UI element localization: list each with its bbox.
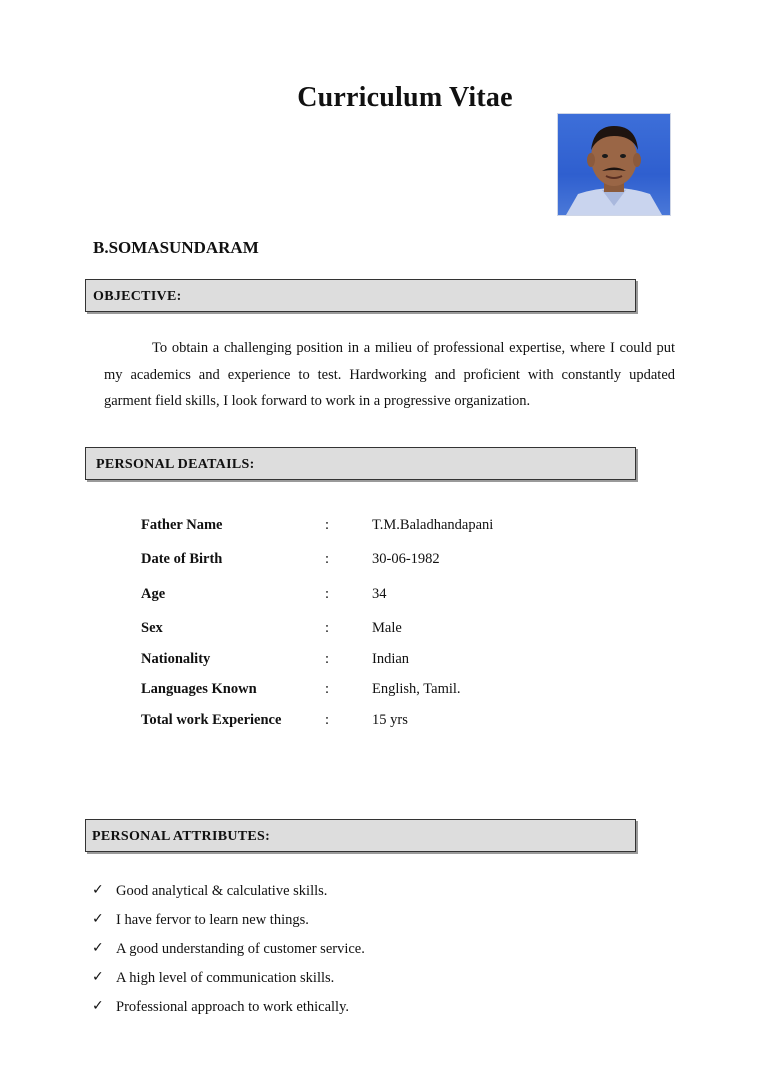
detail-label: Total work Experience: [141, 712, 282, 728]
objective-heading: OBJECTIVE:: [93, 289, 182, 304]
portrait-image: [558, 114, 670, 215]
objective-section-header: [85, 279, 636, 312]
detail-label: Father Name: [141, 517, 223, 533]
detail-separator: :: [325, 586, 330, 602]
personal-details-heading: PERSONAL DEATAILS:: [96, 457, 255, 472]
detail-separator: :: [325, 551, 330, 567]
detail-value: T.M.Baladhandapani: [372, 517, 494, 533]
attribute-text: A good understanding of customer service.: [116, 941, 365, 957]
profile-photo: [557, 113, 671, 216]
detail-separator: :: [325, 517, 330, 533]
document-title: Curriculum Vitae: [297, 82, 513, 113]
personal-attributes-heading: PERSONAL ATTRIBUTES:: [92, 829, 271, 844]
detail-value: Indian: [372, 651, 410, 667]
detail-value: 34: [372, 586, 387, 602]
detail-label: Sex: [141, 620, 163, 636]
attribute-text: Professional approach to work ethically.: [116, 999, 350, 1015]
attribute-text: A high level of communication skills.: [116, 970, 335, 986]
detail-value: 30-06-1982: [372, 551, 440, 567]
detail-label: Nationality: [141, 651, 211, 667]
detail-value: Male: [372, 620, 402, 636]
candidate-name: B.SOMASUNDARAM: [93, 238, 259, 257]
personal-details-section-header: [85, 447, 636, 480]
detail-separator: :: [325, 651, 330, 667]
objective-text: To obtain a challenging position in a milieu of professional expertise, where I could put my academics and experience to test. Hardworking and proficient with constantly updated garment field skills, I look forward to work in a progressive organization.: [104, 340, 675, 409]
checkmark-icon: ✓: [92, 940, 104, 956]
checkmark-icon: ✓: [92, 882, 104, 898]
checkmark-icon: ✓: [92, 998, 104, 1014]
detail-value: English, Tamil.: [372, 681, 461, 697]
detail-value: 15 yrs: [372, 712, 408, 728]
detail-label: Date of Birth: [141, 551, 223, 567]
detail-separator: :: [325, 712, 330, 728]
checkmark-icon: ✓: [92, 911, 104, 927]
detail-separator: :: [325, 620, 330, 636]
attribute-text: I have fervor to learn new things.: [116, 912, 309, 928]
detail-label: Languages Known: [141, 681, 257, 697]
checkmark-icon: ✓: [92, 969, 104, 985]
attribute-text: Good analytical & calculative skills.: [116, 883, 328, 899]
objective-paragraph: [104, 335, 675, 415]
detail-label: Age: [141, 586, 166, 602]
personal-attributes-section-header: [85, 819, 636, 852]
detail-separator: :: [325, 681, 330, 697]
